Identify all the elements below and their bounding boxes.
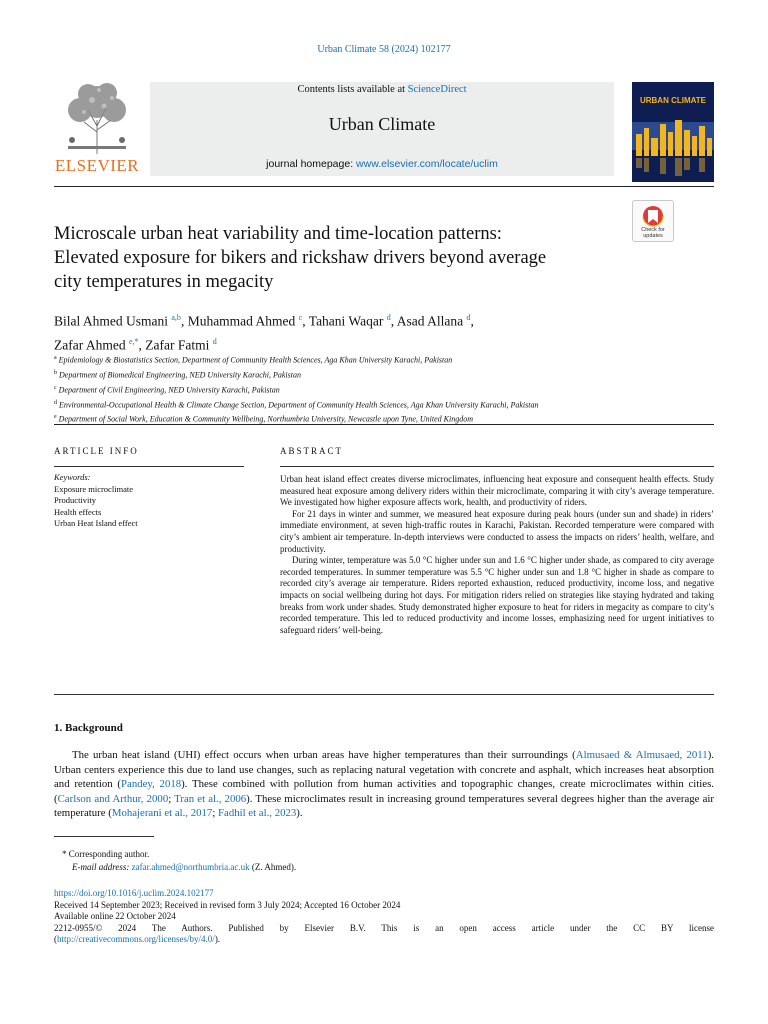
affiliation-item: $^a$ Epidemiology & Biostatistics Section, Department of Community Health Sciences, Aga Khan University Karachi, Pakistan: [54, 355, 453, 365]
author-affiliation-mark[interactable]: a,b: [171, 313, 181, 322]
available-online: Available online 22 October 2024: [54, 911, 176, 921]
affiliation-item: $^e$ Department of Social Work, Education & Community Wellbeing, Northumbria University, Newcastle upon Tyne, United Kingdom: [54, 414, 474, 425]
abstract-end-rule: [54, 694, 714, 695]
abstract-paragraph: Urban heat island effect creates diverse microclimates, influencing heat exposure and consequent health effects. Study measured heat exposure among delivery riders within their microclimate, comparing it with city’s average temperature. We investigated how higher exposure affects work, health, and productivity of riders.: [280, 474, 714, 508]
sciencedirect-link[interactable]: ScienceDirect: [407, 84, 467, 95]
contents-prefix: Contents lists available at: [297, 84, 408, 95]
abstract-heading: ABSTRACT: [280, 446, 344, 456]
journal-cover[interactable]: [632, 82, 714, 182]
journal-name: Urban Climate: [328, 114, 436, 134]
author-name[interactable]: Bilal Ahmed Usmani: [54, 313, 168, 329]
citation-link[interactable]: Tran et al., 2006: [174, 792, 247, 805]
affiliation-item: $^b$ Department of Biomedical Engineering, NED University Karachi, Pakistan: [54, 369, 301, 380]
corresponding-author-note: * Corresponding author.: [62, 849, 150, 859]
keyword: Productivity: [54, 495, 97, 505]
author-name[interactable]: Tahani Waqar: [308, 313, 384, 329]
title-line: Microscale urban heat variability and time-location patterns:: [54, 224, 502, 244]
homepage-line: [150, 158, 614, 170]
email-line: [54, 861, 714, 874]
keywords-block: [54, 472, 244, 530]
info-divider: [54, 424, 714, 425]
license-link[interactable]: http://creativecommons.org/licenses/by/4.0/: [57, 934, 215, 944]
author-name[interactable]: Asad Allana: [396, 313, 464, 329]
citation-link[interactable]: Pandey, 2018: [121, 778, 182, 790]
journal-citation[interactable]: Urban Climate 58 (2024) 102177: [317, 44, 451, 55]
article-info-rule: [54, 466, 244, 467]
abstract-paragraph: For 21 days in winter and summer, we measured heat exposure during peak hours (under sun and shade) in riders’ immediate environment, at seven high-traffic routes in Karachi, Pakistan. Recorded temperature were compared with city’s ambient air temperature. In-depth interviews were conducted to assess the impacts on riders’ health, welfare, and productivity.: [280, 508, 714, 554]
keyword: Urban Heat Island effect: [54, 518, 138, 528]
cover-title: URBAN CLIMATE: [639, 96, 707, 105]
author-affiliation-mark[interactable]: d: [386, 313, 391, 322]
check-for-updates-label: Check for updates: [641, 227, 665, 239]
author-affiliation-mark[interactable]: c: [298, 313, 303, 322]
header-divider: [54, 186, 714, 187]
citation-link[interactable]: Fadhil et al., 2023: [218, 807, 297, 819]
title-line: Elevated exposure for bikers and rickshaw drivers beyond average: [54, 248, 547, 268]
author-name[interactable]: Zafar Ahmed: [54, 337, 126, 352]
keyword: Exposure microclimate: [54, 483, 134, 494]
section-heading: 1. Background: [54, 722, 123, 734]
section-body: [54, 748, 714, 821]
keywords-label: Keywords:: [54, 472, 91, 482]
elsevier-logo[interactable]: [54, 80, 140, 176]
check-for-updates-button[interactable]: [632, 200, 674, 242]
abstract-rule: [280, 466, 714, 467]
citation-link[interactable]: Carlson and Arthur, 2000: [57, 792, 169, 805]
affiliation-item: $^c$ Department of Civil Engineering, NED University Karachi, Pakistan: [54, 384, 280, 395]
footnote-rule: [54, 836, 154, 837]
author-list: Bilal Ahmed Usmani $^{a,b}$, Muhammad Ahmed $^c$, Tahani Waqar $^d$, Asad Allana $^d$, Zafar Ahmed $^{e,*}$, Zafar Fatmi $^d$: [54, 313, 474, 352]
email-link[interactable]: zafar.ahmed@northumbria.ac.uk: [131, 861, 250, 872]
article-title: [54, 222, 624, 294]
email-label: E-mail address:: [72, 861, 130, 872]
title-line: city temperatures in megacity: [54, 272, 274, 292]
citation-link[interactable]: Almusaed & Almusaed, 2011: [575, 749, 708, 761]
contents-line: [150, 84, 614, 95]
affiliation-item: $^d$ Environmental-Occupational Health & Climate Change Section, Department of Community Health Sciences, Aga Khan University Karachi, Pakistan: [54, 399, 539, 410]
license-text: 2212-0955/© 2024 The Authors. Published by Elsevier B.V. This is an open access article under the CC BY license: [54, 922, 714, 933]
publisher-name: ELSEVIER: [54, 156, 140, 175]
affiliation-list: [54, 352, 714, 426]
homepage-link[interactable]: www.elsevier.com/locate/uclim: [356, 158, 498, 170]
article-meta: [54, 888, 714, 946]
journal-banner: [150, 82, 614, 176]
author-affiliation-mark[interactable]: d: [466, 313, 471, 322]
doi-link[interactable]: https://doi.org/10.1016/j.uclim.2024.102177: [54, 888, 214, 898]
author-affiliation-mark[interactable]: d: [212, 336, 217, 346]
footnote: [54, 848, 714, 873]
abstract-body: [280, 474, 714, 636]
citation-link[interactable]: Mohajerani et al., 2017: [111, 807, 213, 819]
author-name[interactable]: Muhammad Ahmed: [187, 313, 296, 329]
keyword: Health effects: [54, 506, 102, 517]
abstract-paragraph: During winter, temperature was 5.0 °C higher under sun and 1.6 °C higher under shade, as compared to city average recorded temperatures. In summer temperature was 5.5 °C higher under sun and 1.8 °C higher in shade as compare to recorded city’s average air temperature. Riders reported exhaustion, reduced productivity, income loss, and negative impacts on social wellbeing during hot days. For mitigation riders relied on strategies like staying hydrated and taking breaks from work under shades. Study demonstrated higher exposure to heat for riders in megacity as compare to city’s recorded temperature. This led to reduced productivity and income losses, emphasizing need for urgent initiatives to safeguard riders’ well-being.: [280, 555, 714, 635]
email-suffix: (Z. Ahmed).: [249, 861, 297, 872]
received-dates: Received 14 September 2023; Received in revised form 3 July 2024; Accepted 16 October 2024: [54, 899, 401, 910]
homepage-prefix: journal homepage:: [266, 158, 357, 170]
article-info-heading: ARTICLE INFO: [54, 446, 139, 456]
license-link-line: (http://creativecommons.org/licenses/by/4.0/).: [54, 934, 221, 944]
author-affiliation-mark[interactable]: e,*: [128, 336, 139, 346]
tree-icon: [54, 80, 140, 156]
body-paragraph: The urban heat island (UHI) effect occurs when urban areas have higher temperatures than their surroundings (Almusaed & Almusaed, 2011). Urban centers experience this due to land use changes, such as replacing natural vegetation with concrete and asphalt, which increases heat absorption and retention (Pandey, 2018). These combined with pollution from human activities and topographic changes, create microclimates within cities. (Carlson and Arthur, 2000; Tran et al., 2006). These microclimates result in increasing ground temperatures several degrees higher than the average air temperature (Mohajerani et al., 2017; Fadhil et al., 2023).: [54, 749, 714, 819]
author-name[interactable]: Zafar Fatmi: [145, 337, 210, 352]
